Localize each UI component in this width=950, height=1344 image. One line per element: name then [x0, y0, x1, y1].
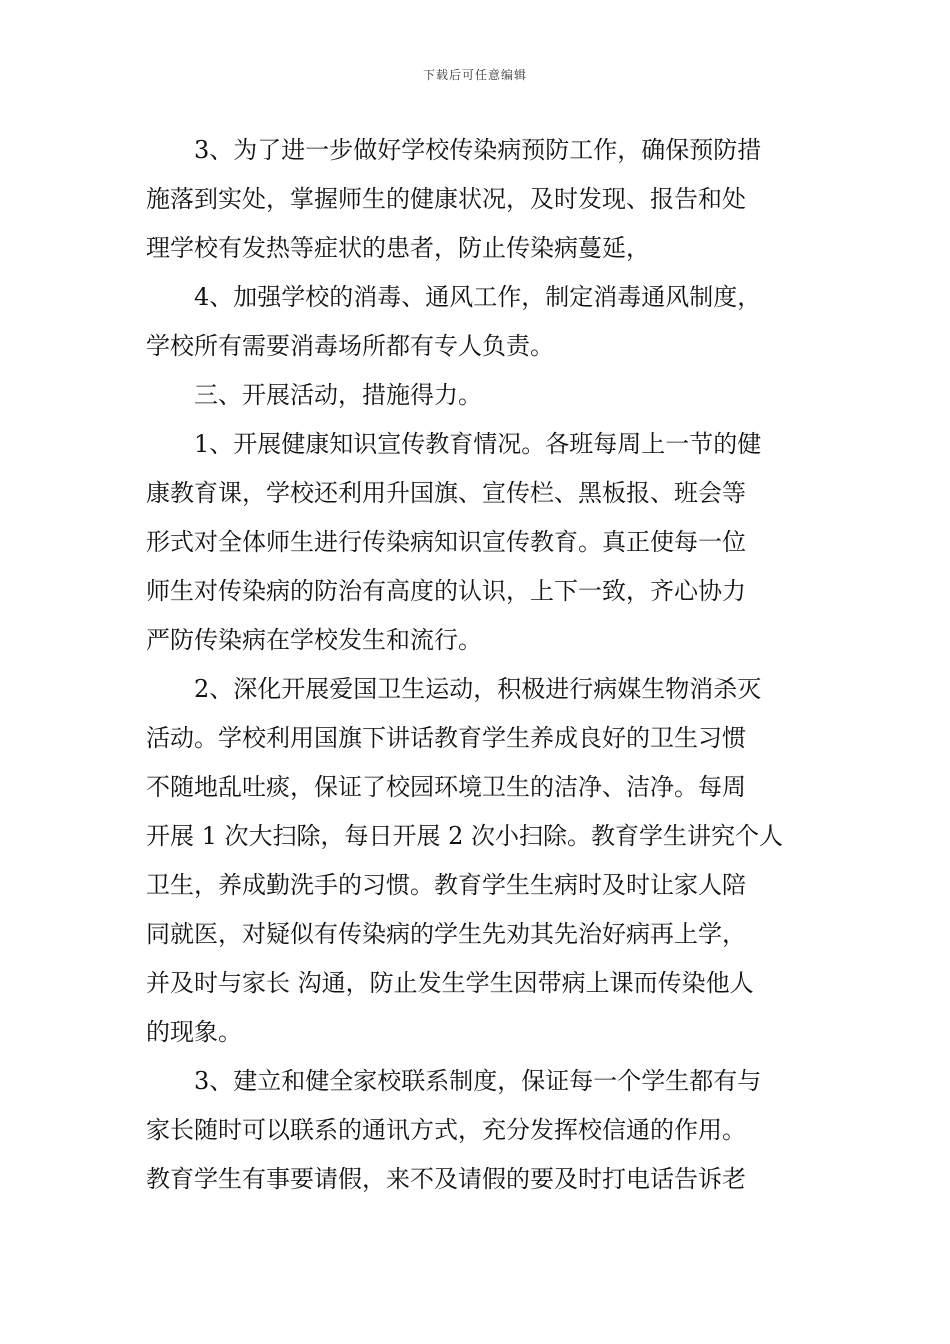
text-line: 康教育课，学校还利用升国旗、宣传栏、黑板报、班会等	[146, 479, 746, 507]
text-line: 1、开展健康知识宣传教育情况。各班每周上一节的健	[194, 430, 762, 458]
text-line: 4、加强学校的消毒、通风工作，制定消毒通风制度，	[194, 283, 762, 311]
text-line: 师生对传染病的防治有高度的认识，上下一致，齐心协力	[146, 577, 746, 605]
text-line: 施落到实处，掌握师生的健康状况，及时发现、报告和处	[146, 185, 746, 213]
document-body	[146, 126, 810, 1204]
text-line: 形式对全体师生进行传染病知识宣传教育。真正使每一位	[146, 528, 746, 556]
text-line: 三、开展活动，措施得力。	[194, 381, 482, 409]
text-line: 2、深化开展爱国卫生运动，积极进行病媒生物消杀灭	[194, 675, 762, 703]
page-header: 下载后可任意编辑	[422, 68, 527, 82]
text-line: 同就医，对疑似有传染病的学生先劝其先治好病再上学，	[146, 920, 746, 948]
text-line: 活动。学校利用国旗下讲话教育学生养成良好的卫生习惯	[146, 724, 746, 752]
text-line: 家长随时可以联系的通讯方式，充分发挥校信通的作用。	[146, 1116, 746, 1144]
text-line: 学校所有需要消毒场所都有专人负责。	[146, 332, 554, 360]
text-line: 不随地乱吐痰，保证了校园环境卫生的洁净、洁净。每周	[146, 773, 746, 801]
text-line: 的现象。	[146, 1018, 242, 1046]
text-line: 卫生，养成勤洗手的习惯。教育学生生病时及时让家人陪	[146, 871, 746, 899]
text-line: 理学校有发热等症状的患者，防止传染病蔓延，	[146, 234, 650, 262]
text-line: 3、建立和健全家校联系制度，保证每一个学生都有与	[194, 1067, 762, 1095]
text-line: 并及时与家长 沟通，防止发生学生因带病上课而传染他人	[146, 969, 754, 997]
text-line: 教育学生有事要请假，来不及请假的要及时打电话告诉老	[146, 1165, 746, 1193]
text-line: 严防传染病在学校发生和流行。	[146, 626, 482, 654]
text-line: 开展 1 次大扫除，每日开展 2 次小扫除。教育学生讲究个人	[146, 822, 784, 850]
text-line: 3、为了进一步做好学校传染病预防工作，确保预防措	[194, 136, 762, 164]
